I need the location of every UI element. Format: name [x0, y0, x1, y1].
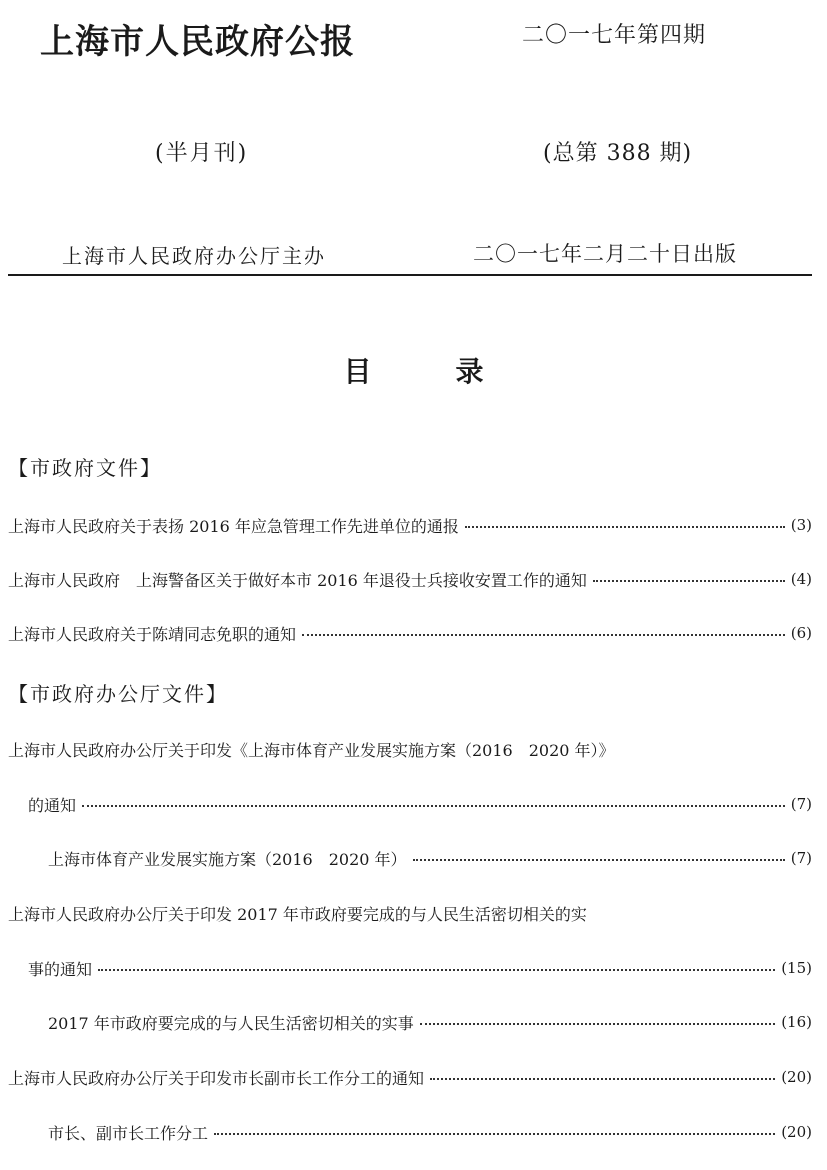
toc-entry-page: (6): [790, 624, 812, 642]
toc-entry-page: (4): [790, 570, 812, 588]
dot-leader: [82, 805, 785, 807]
dot-leader: [420, 1023, 775, 1025]
toc-entry[interactable]: [8, 512, 812, 538]
toc-sub-entry-page: (16): [781, 1013, 812, 1031]
toc-entry-title: 上海市人民政府办公厅关于印发市长副市长工作分工的通知: [8, 1068, 425, 1088]
masthead-divider: [8, 274, 812, 276]
publish-date: 二〇一七年二月二十日出版: [473, 242, 737, 266]
publication-frequency: (半月刊): [155, 141, 249, 166]
dot-leader: [302, 634, 785, 636]
toc-entry-title: 上海市人民政府关于陈靖同志免职的通知: [8, 624, 297, 644]
toc-sub-entry-title: 上海市体育产业发展实施方案（2016 2020 年）: [48, 849, 407, 869]
toc-entry-page: (15): [781, 959, 812, 977]
toc-entry[interactable]: [28, 791, 812, 817]
section-heading-general-office: 【市政府办公厅文件】: [8, 682, 228, 706]
toc-entry-page: (20): [781, 1068, 812, 1086]
toc-sub-entry-title: 市长、副市长工作分工: [48, 1123, 209, 1143]
toc-entry[interactable]: [8, 566, 812, 592]
toc-sub-entry[interactable]: [48, 845, 812, 871]
toc-entry[interactable]: [8, 1064, 812, 1090]
toc-sub-entry-page: (7): [790, 849, 812, 867]
toc-sub-entry[interactable]: [48, 1009, 812, 1035]
total-issue-number: (总第 388 期): [543, 141, 693, 166]
toc-sub-entry[interactable]: [48, 1119, 812, 1145]
toc-entry-page: (3): [790, 516, 812, 534]
toc-entry-title: 上海市人民政府关于表扬 2016 年应急管理工作先进单位的通报: [8, 516, 459, 536]
dot-leader: [413, 859, 785, 861]
organizer: 上海市人民政府办公厅主办: [62, 244, 326, 268]
toc-entry-title: 上海市人民政府 上海警备区关于做好本市 2016 年退役士兵接收安置工作的通知: [8, 570, 587, 590]
dot-leader: [98, 969, 775, 971]
toc-entry-title-line1[interactable]: 上海市人民政府办公厅关于印发 2017 年市政府要完成的与人民生活密切相关的实: [8, 905, 587, 924]
dot-leader: [593, 580, 785, 582]
toc-entry-title-line1[interactable]: 上海市人民政府办公厅关于印发《上海市体育产业发展实施方案（2016 2020 年）》: [8, 741, 615, 760]
dot-leader: [214, 1133, 775, 1135]
dot-leader: [430, 1078, 775, 1080]
toc-entry-page: (7): [790, 795, 812, 813]
section-heading-municipal-government: 【市政府文件】: [8, 456, 162, 480]
toc-sub-entry-page: (20): [781, 1123, 812, 1141]
toc-entry-title-line2: 事的通知: [28, 959, 93, 979]
toc-entry[interactable]: [8, 620, 812, 646]
bulletin-title: 上海市人民政府公报: [40, 22, 355, 62]
toc-sub-entry-title: 2017 年市政府要完成的与人民生活密切相关的实事: [48, 1013, 414, 1033]
toc-title: 目 录: [343, 355, 484, 388]
issue-number: 二〇一七年第四期: [522, 23, 707, 48]
dot-leader: [465, 526, 785, 528]
toc-entry-title-line2: 的通知: [28, 795, 77, 815]
toc-entry[interactable]: [28, 955, 812, 981]
